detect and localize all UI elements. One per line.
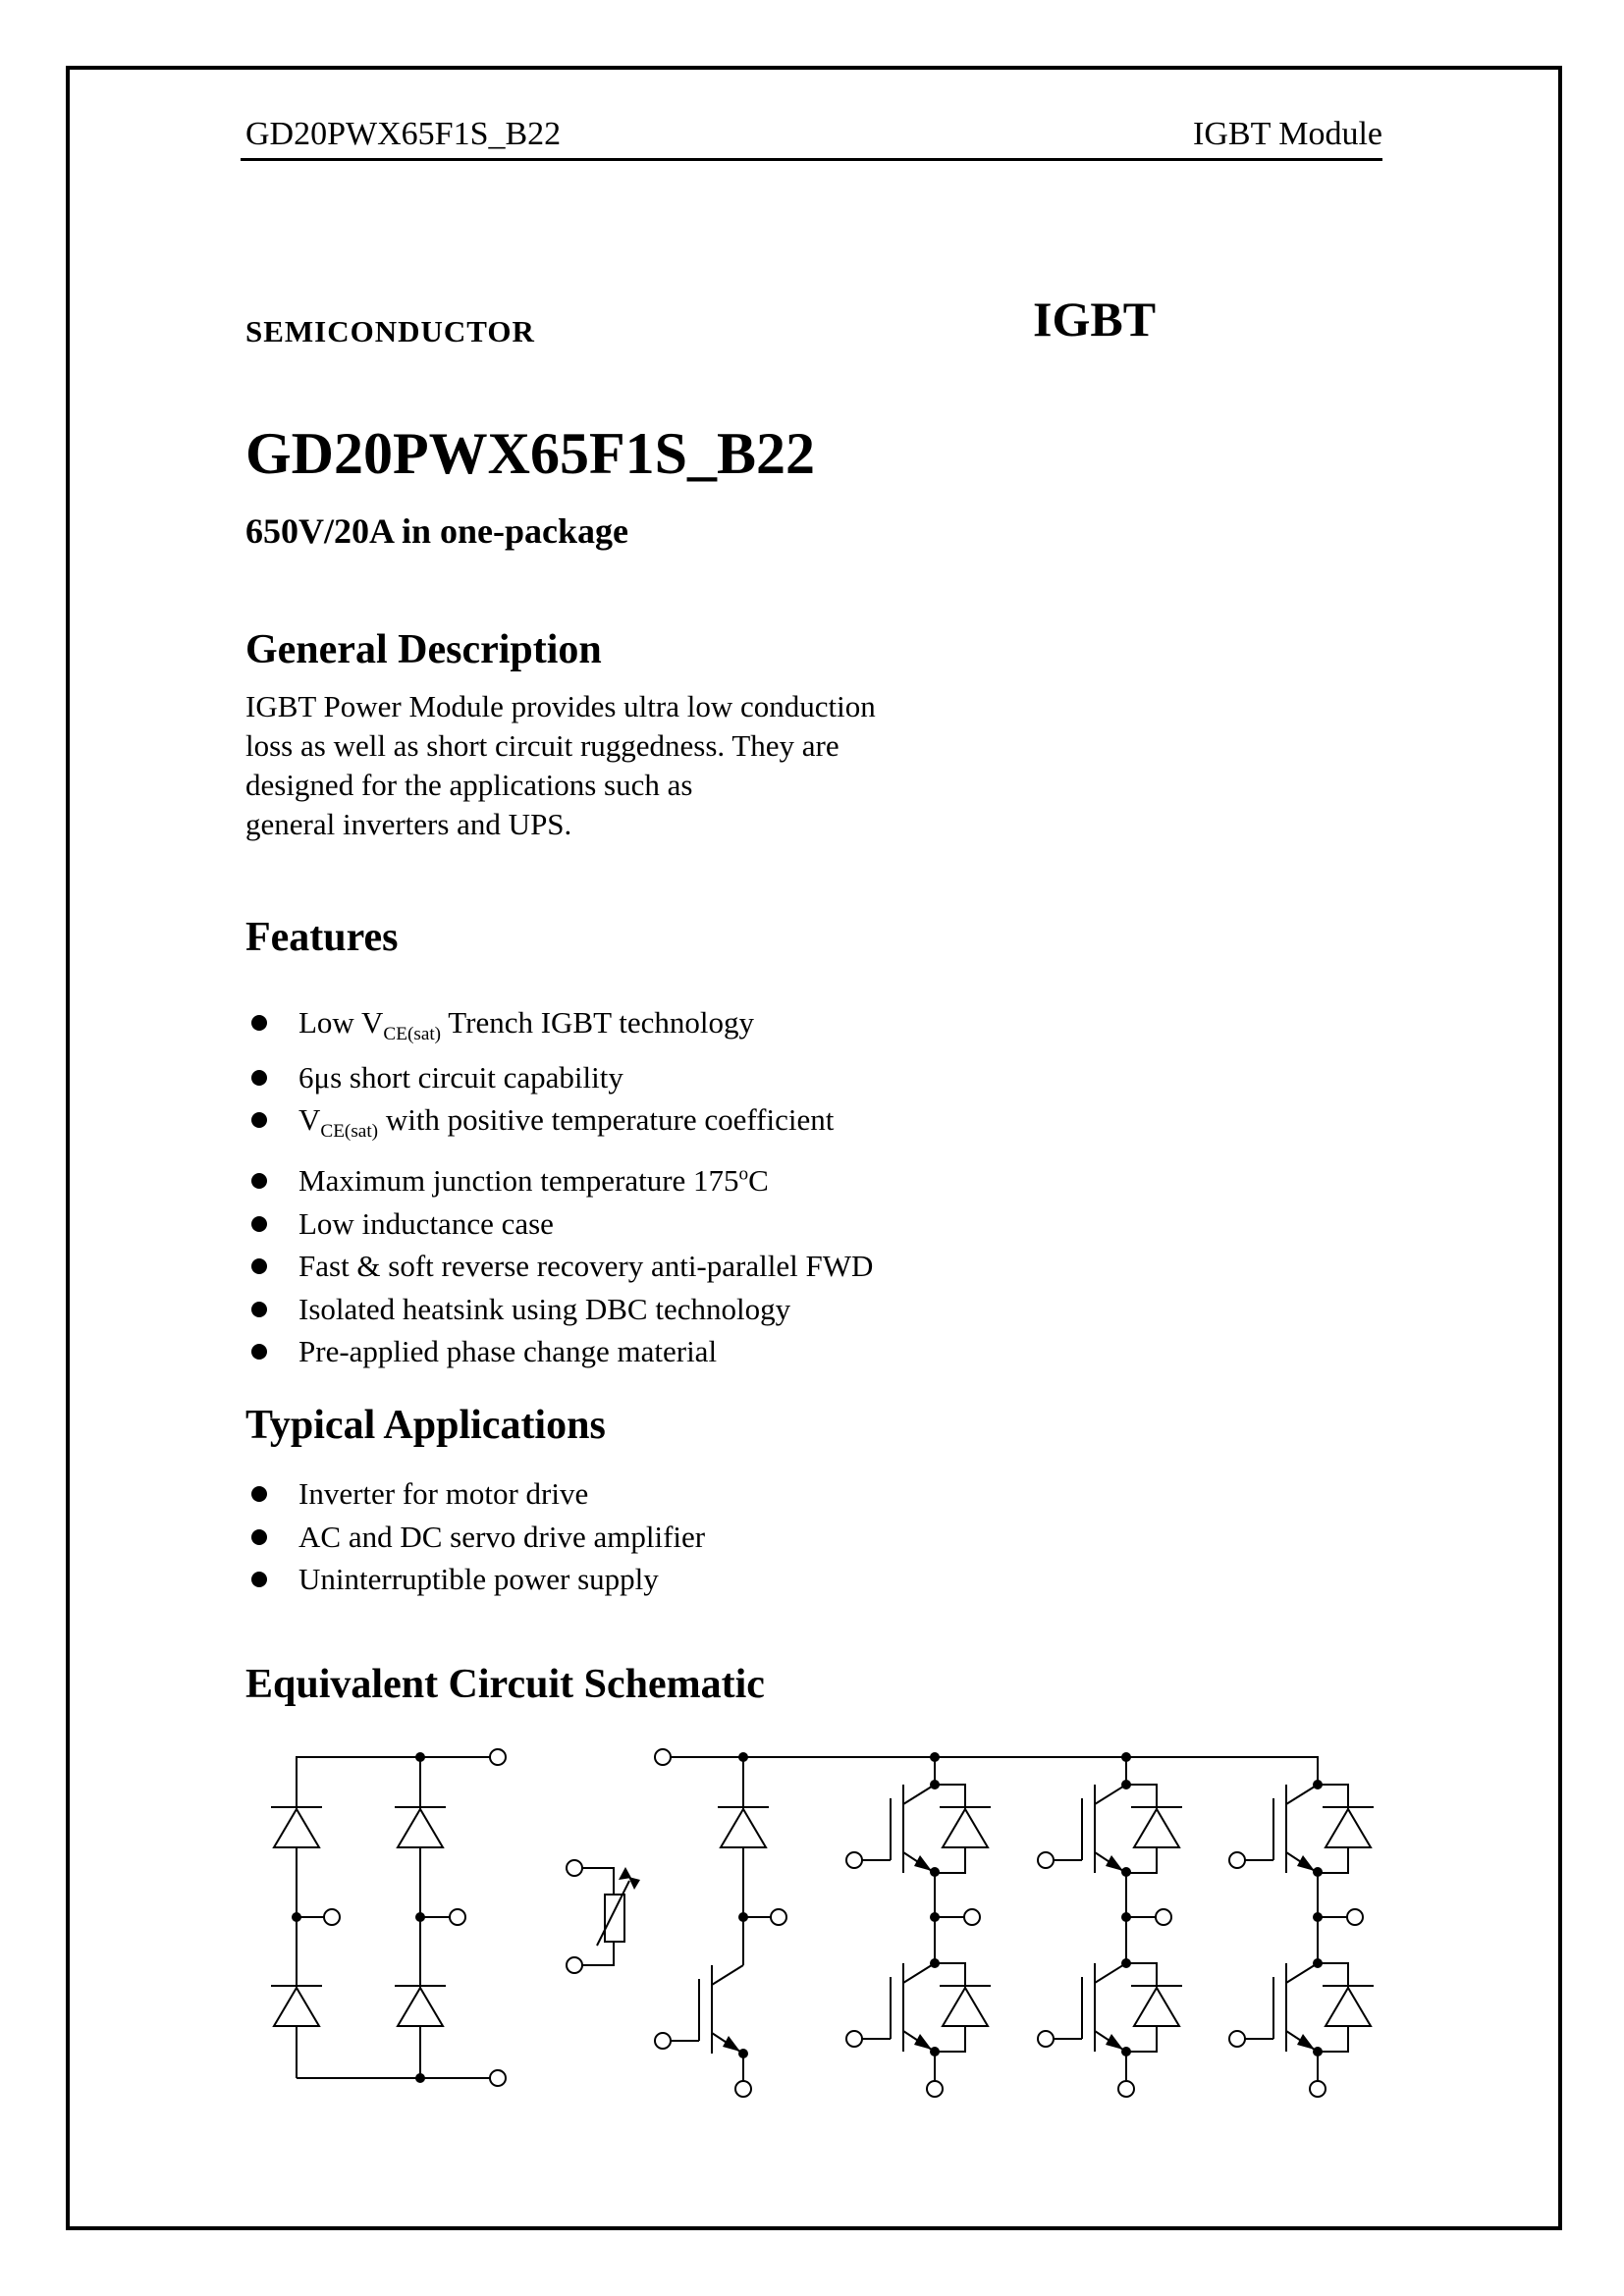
feature-item (245, 1153, 873, 1202)
inverter-leg-v (1038, 1780, 1182, 2097)
bullet-icon (251, 1529, 267, 1545)
bullet-icon (251, 1486, 267, 1502)
part-rating-subtitle: 650V/20A in one-package (245, 511, 629, 551)
bullet-icon (251, 1070, 267, 1086)
typical-applications-list (245, 1472, 705, 1601)
header-part-number: GD20PWX65F1S_B22 (245, 116, 562, 152)
description-line: loss as well as short circuit ruggedness. They are (245, 728, 839, 763)
features-heading: Features (245, 915, 399, 960)
general-description-text (245, 687, 933, 844)
application-item (245, 1516, 705, 1559)
feature-item (245, 1245, 873, 1288)
feature-item (245, 1202, 873, 1246)
general-description-heading: General Description (245, 627, 602, 672)
description-line: designed for the applications such as (245, 768, 693, 802)
typical-applications-heading: Typical Applications (245, 1403, 606, 1448)
header-doc-type: IGBT Module (1193, 116, 1382, 152)
bullet-icon (251, 1302, 267, 1317)
description-line: IGBT Power Module provides ultra low conduction (245, 689, 876, 723)
feature-item-label: Pre-applied phase change material (298, 1334, 718, 1369)
bullet-icon (251, 1173, 267, 1189)
application-item-label: AC and DC servo drive amplifier (298, 1519, 706, 1554)
application-item (245, 1558, 705, 1601)
description-line: general inverters and UPS. (245, 807, 572, 841)
bullet-icon (251, 1258, 267, 1274)
application-item (245, 1472, 705, 1516)
rectifier-bridge (271, 1749, 506, 2086)
feature-item-label: Maximum junction temperature 175$^o$C (298, 1163, 769, 1199)
feature-item-label: Low $V_{CE(sat)}$ Trench IGBT technology (298, 1005, 754, 1045)
feature-item-label: $V_{CE(sat)}$ with positive temperature coefficient (298, 1102, 835, 1143)
inverter-leg-u (846, 1780, 991, 2097)
features-list (245, 1001, 873, 1373)
feature-item (245, 1288, 873, 1331)
application-item-label: Uninterruptible power supply (298, 1562, 659, 1596)
bullet-icon (251, 1344, 267, 1360)
part-number-title: GD20PWX65F1S_B22 (245, 421, 816, 486)
feature-item-label: 6μs short circuit capability (298, 1059, 623, 1095)
header-rule (241, 158, 1382, 161)
feature-item (245, 1001, 873, 1056)
equivalent-circuit-schematic (177, 1737, 1394, 2110)
application-item-label: Inverter for motor drive (298, 1476, 589, 1511)
feature-item (245, 1056, 873, 1099)
feature-item-label: Isolated heatsink using DBC technology (298, 1291, 791, 1326)
equivalent-circuit-heading: Equivalent Circuit Schematic (245, 1662, 765, 1707)
bullet-icon (251, 1572, 267, 1587)
brake-chopper (655, 1749, 1318, 2097)
brand-igbt-label: IGBT (1033, 292, 1157, 347)
feature-item (245, 1330, 873, 1373)
feature-item (245, 1098, 873, 1153)
inverter-leg-w (1229, 1780, 1374, 2097)
feature-item-label: Low inductance case (298, 1205, 554, 1241)
bullet-icon (251, 1015, 267, 1031)
brand-semiconductor-label: SEMICONDUCTOR (245, 314, 535, 348)
feature-item-label: Fast & soft reverse recovery anti-parallel FWD (298, 1249, 874, 1284)
bullet-icon (251, 1112, 267, 1128)
thermistor (567, 1860, 640, 1973)
bullet-icon (251, 1216, 267, 1232)
